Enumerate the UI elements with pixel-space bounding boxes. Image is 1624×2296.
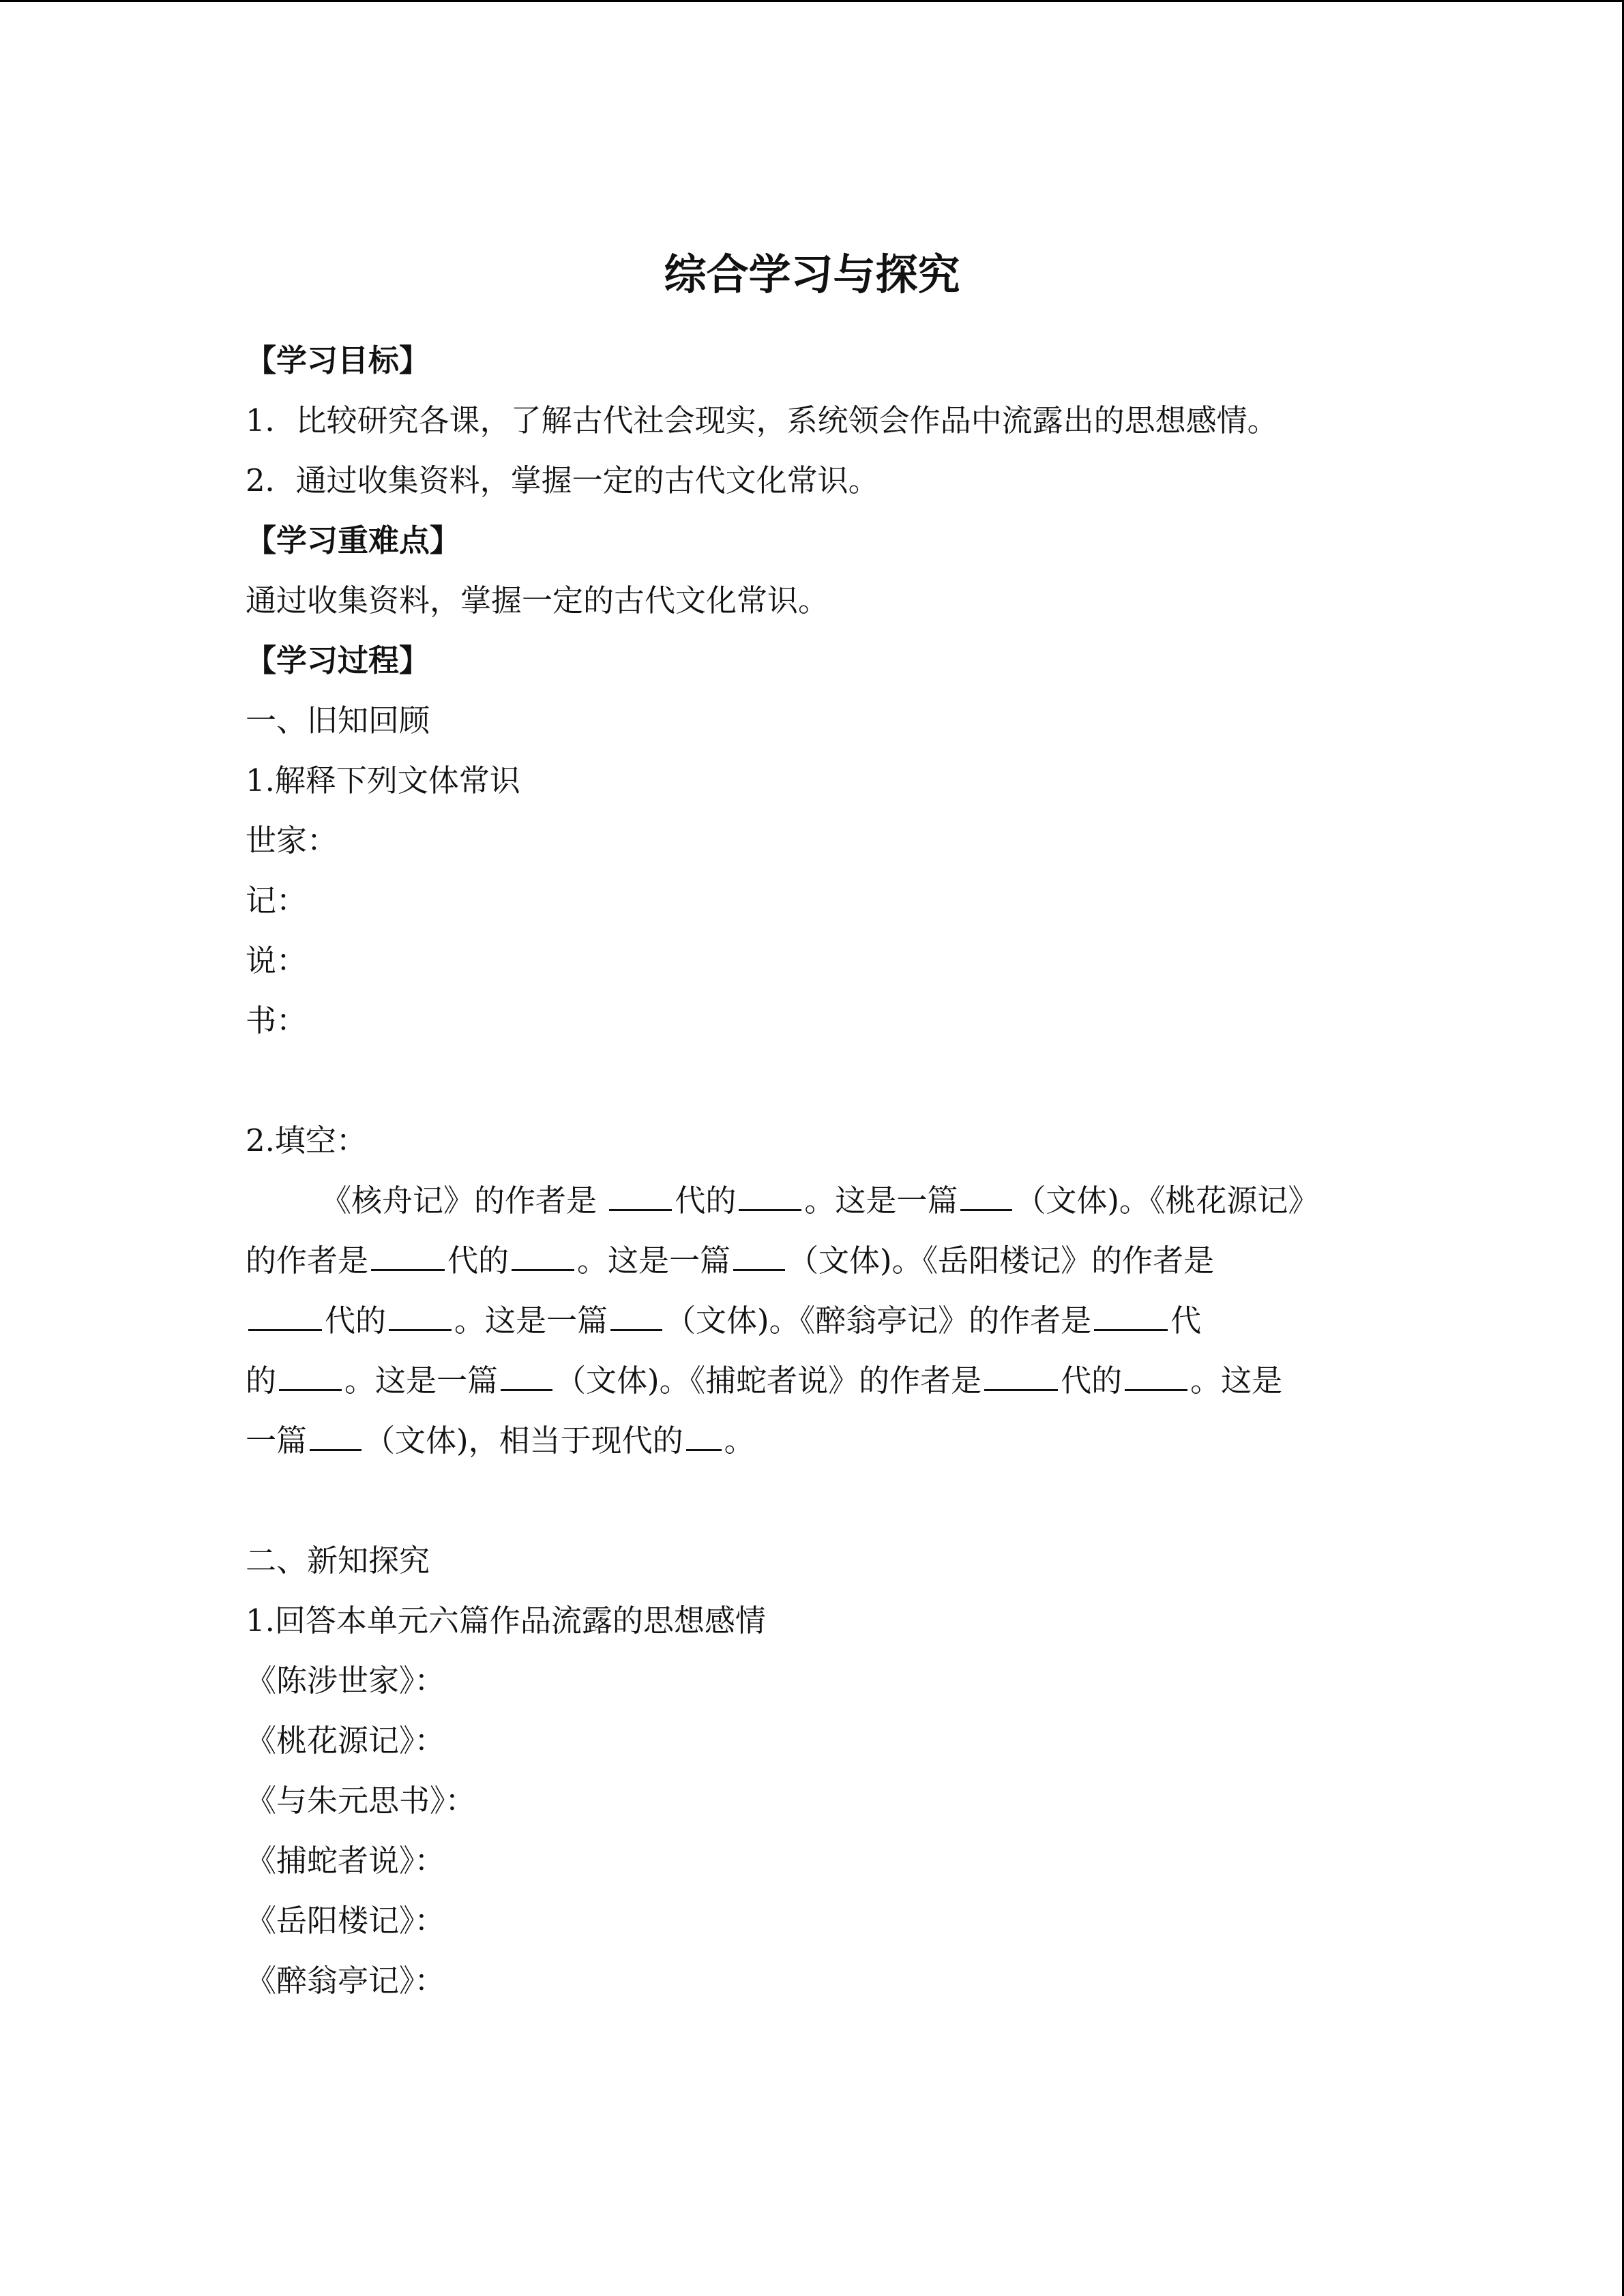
fill-line-4	[246, 1360, 1282, 1401]
blank-field[interactable]	[1094, 1302, 1168, 1331]
fill-text: 代	[1170, 1302, 1202, 1339]
objectives-heading: 【学习目标】	[246, 342, 430, 378]
fill-text: 。这是一篇	[577, 1242, 731, 1279]
part2-heading: 二、新知探究	[246, 1542, 430, 1579]
fill-text: （文体)。《岳阳楼记》的作者是	[788, 1242, 1215, 1279]
work-item-zhuyuansi: 《与朱元思书》：	[246, 1783, 476, 1819]
blank-field[interactable]	[512, 1242, 574, 1271]
work-item-chenshe: 《陈涉世家》：	[246, 1663, 445, 1699]
objective-1: 1．比较研究各课，了解古代社会现实，系统领会作品中流露出的思想感情。	[246, 402, 1278, 438]
fill-text: 一篇	[246, 1422, 308, 1459]
fill-text: 。	[724, 1422, 755, 1459]
fill-text: （文体)。《捕蛇者说》的作者是	[555, 1362, 982, 1399]
blank-field[interactable]	[248, 1302, 322, 1331]
page-title: 综合学习与探究	[664, 250, 960, 299]
blank-field[interactable]	[389, 1302, 452, 1331]
part1-question-1: 1.解释下列文体常识	[246, 762, 520, 799]
fill-text: 。这是	[1190, 1362, 1283, 1399]
blank-field[interactable]	[371, 1242, 445, 1271]
blank-field[interactable]	[739, 1182, 801, 1211]
blank-field[interactable]	[310, 1422, 361, 1451]
fill-text: 。这是一篇	[804, 1182, 958, 1219]
objective-2: 2．通过收集资料，掌握一定的古代文化常识。	[246, 462, 879, 498]
blank-field[interactable]	[279, 1362, 342, 1391]
fill-text: （文体)，相当于现代的	[364, 1422, 683, 1459]
fill-line-5	[246, 1420, 755, 1461]
fill-text: 代的	[675, 1182, 737, 1219]
fill-text: 的作者是	[246, 1242, 369, 1279]
work-item-taohuayuan: 《桃花源记》：	[246, 1723, 445, 1759]
genre-item-shijia: 世家：	[246, 822, 338, 859]
fill-text: 代的	[1061, 1362, 1123, 1399]
fill-text: （文体)。《桃花源记》	[1015, 1182, 1319, 1219]
process-heading: 【学习过程】	[246, 642, 430, 679]
blank-field[interactable]	[610, 1302, 662, 1331]
keypoints-heading: 【学习重难点】	[246, 522, 461, 558]
work-item-bushezhe: 《捕蛇者说》：	[246, 1843, 445, 1879]
fill-text: 。这是一篇	[344, 1362, 499, 1399]
blank-field[interactable]	[501, 1362, 552, 1391]
fill-text: （文体)。《醉翁亭记》的作者是	[665, 1302, 1092, 1339]
work-item-yueyanglou: 《岳阳楼记》：	[246, 1903, 445, 1939]
fill-text: 《核舟记》的作者是	[321, 1182, 607, 1219]
part2-question-1: 1.回答本单元六篇作品流露的思想感情	[246, 1602, 766, 1639]
genre-item-shuo: 说：	[246, 942, 308, 979]
fill-line-3	[246, 1300, 1201, 1341]
blank-field[interactable]	[984, 1362, 1058, 1391]
blank-field[interactable]	[1125, 1362, 1187, 1391]
fill-text: 代的	[447, 1242, 510, 1279]
fill-line-1	[321, 1180, 1318, 1221]
fill-text: 的	[246, 1362, 277, 1399]
fill-line-2	[246, 1240, 1214, 1281]
fill-text: 代的	[325, 1302, 387, 1339]
part1-heading: 一、旧知回顾	[246, 702, 430, 739]
blank-field[interactable]	[733, 1242, 785, 1271]
blank-field[interactable]	[609, 1182, 672, 1211]
work-item-zuiwengting: 《醉翁亭记》：	[246, 1963, 445, 1999]
part1-question-2: 2.填空：	[246, 1122, 367, 1159]
blank-field[interactable]	[960, 1182, 1012, 1211]
genre-item-shu: 书：	[246, 1002, 308, 1039]
genre-item-ji: 记：	[246, 882, 308, 919]
fill-text: 。这是一篇	[454, 1302, 608, 1339]
keypoints-text: 通过收集资料，掌握一定的古代文化常识。	[246, 582, 829, 618]
blank-field[interactable]	[686, 1422, 722, 1451]
